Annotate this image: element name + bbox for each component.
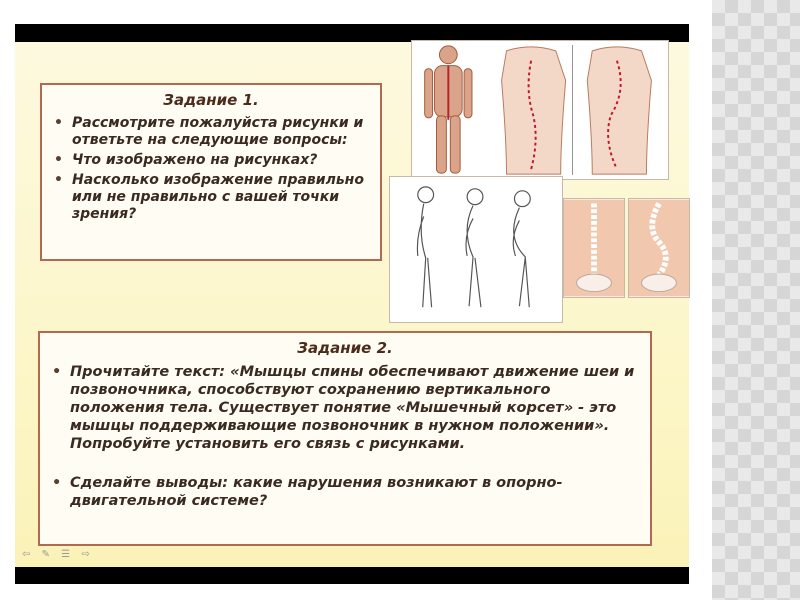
- spine-normal-image: [563, 198, 625, 298]
- bottom-bar: [15, 567, 689, 584]
- task2-list: [48, 363, 642, 510]
- side-profile-illustration: [390, 177, 562, 322]
- task1-item: • Рассмотрите пожалуйста рисунки и ответьте на следующие вопросы:: [72, 115, 372, 149]
- prev-icon[interactable]: ⇦: [22, 549, 35, 560]
- task2-item: • Сделайте выводы: какие нарушения возникают в опорно-двигательной системе?: [70, 474, 642, 510]
- spine-normal-illustration: [564, 199, 624, 297]
- back-posture-image: [411, 40, 669, 180]
- task1-item: • Насколько изображение правильно или не правильно с вашей точки зрения?: [72, 172, 372, 223]
- task1-list: [50, 115, 372, 223]
- slide-nav: [22, 549, 94, 560]
- task2-item: • Прочитайте текст: «Мышцы спины обеспечивают движение шеи и позвоночника, способствуют сохранению вертикального положения тела. Существует понятие «Мышечный корсет» - это мышцы поддерживающие позвоночник в нужном положении». Попробуйте установить его связь с рисунками.: [70, 363, 642, 453]
- task2-title: Задание 2.: [297, 339, 393, 357]
- background-pattern: [712, 0, 800, 600]
- next-icon[interactable]: ⇨: [81, 549, 94, 560]
- task1-item: • Что изображено на рисунках?: [72, 152, 372, 169]
- task2-box: [38, 331, 652, 546]
- pen-icon[interactable]: ✎: [41, 549, 54, 560]
- side-profile-image: [389, 176, 563, 323]
- spine-curved-illustration: [629, 199, 689, 297]
- menu-icon[interactable]: ☰: [61, 549, 75, 560]
- task1-box: [40, 83, 382, 261]
- back-posture-illustration: [412, 41, 668, 179]
- spine-curved-image: [628, 198, 690, 298]
- task1-title: Задание 1.: [163, 91, 259, 109]
